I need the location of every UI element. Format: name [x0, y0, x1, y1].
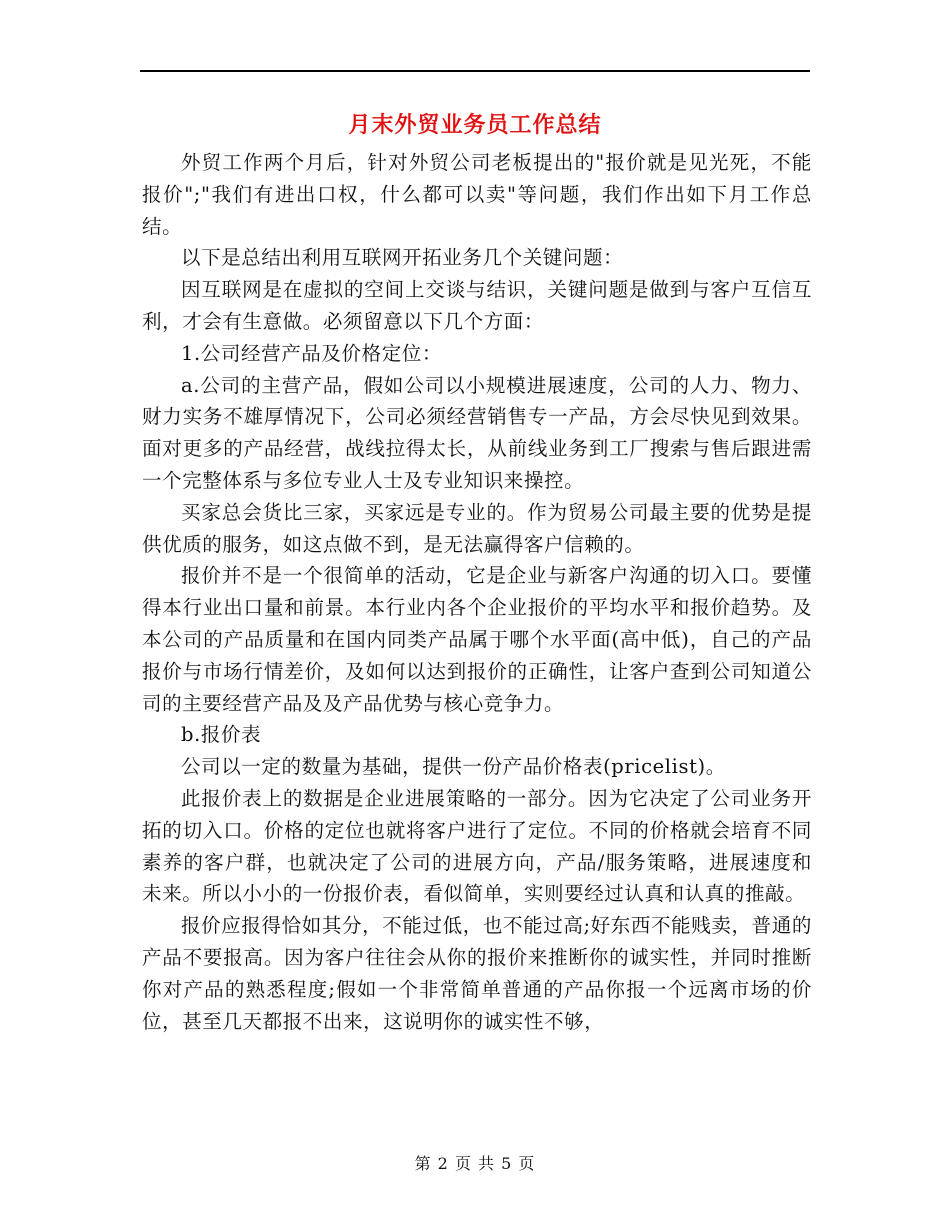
paragraph: 报价并不是一个很简单的活动，它是企业与新客户沟通的切入口。要懂得本行业出口量和前景。本行业内各个企业报价的平均水平和报价趋势。及本公司的产品质量和在国内同类产品属于哪个水平面(高中低)，自己的产品报价与市场行情差价，及如何以达到报价的正确性，让客户查到公司知道公司的主要经营产品及及产品优势与核心竞争力。 [142, 564, 812, 715]
document-title: 月末外贸业务员工作总结 [348, 112, 602, 138]
paragraph: 外贸工作两个月后，针对外贸公司老板提出的"报价就是见光死，不能报价";"我们有进出口权，什么都可以卖"等问题，我们作出如下月工作总结。 [142, 151, 812, 238]
paragraph: 1.公司经营产品及价格定位： [181, 341, 443, 365]
paragraph: a.公司的主营产品，假如公司以小规模进展速度，公司的人力、物力、财力实务不雄厚情况下，公司必须经营销售专一产品，方会尽快见到效果。面对更多的产品经营，战线拉得太长，从前线业务到工厂搜索与售后跟进需一个完整体系与多位专业人士及专业知识来操控。 [142, 373, 812, 492]
paragraph: 报价应报得恰如其分，不能过低，也不能过高;好东西不能贱卖，普通的产品不要报高。因为客户往往会从你的报价来推断你的诚实性，并同时推断你对产品的熟悉程度;假如一个非常简单普通的产品你报一个远离市场的价位，甚至几天都报不出来，这说明你的诚实性不够， [142, 914, 812, 1033]
document-body [142, 147, 812, 1037]
paragraph: 公司以一定的数量为基础，提供一份产品价格表(pricelist)。 [181, 755, 726, 779]
page-number-footer: 第 2 页 共 5 页 [414, 1154, 536, 1173]
paragraph: 以下是总结出利用互联网开拓业务几个关键问题： [181, 246, 624, 270]
paragraph: b.报价表 [181, 723, 262, 747]
header-rule [140, 70, 810, 72]
paragraph: 买家总会货比三家，买家远是专业的。作为贸易公司最主要的优势是提供优质的服务，如这点做不到，是无法赢得客户信赖的。 [142, 500, 812, 556]
paragraph: 此报价表上的数据是企业进展策略的一部分。因为它决定了公司业务开拓的切入口。价格的定位也就将客户进行了定位。不同的价格就会培育不同素养的客户群，也就决定了公司的进展方向，产品/服务策略，进展速度和未来。所以小小的一份报价表，看似简单，实则要经过认真和认真的推敲。 [142, 786, 812, 906]
paragraph: 因互联网是在虚拟的空间上交谈与结识，关键问题是做到与客户互信互利，才会有生意做。必须留意以下几个方面： [142, 278, 812, 333]
